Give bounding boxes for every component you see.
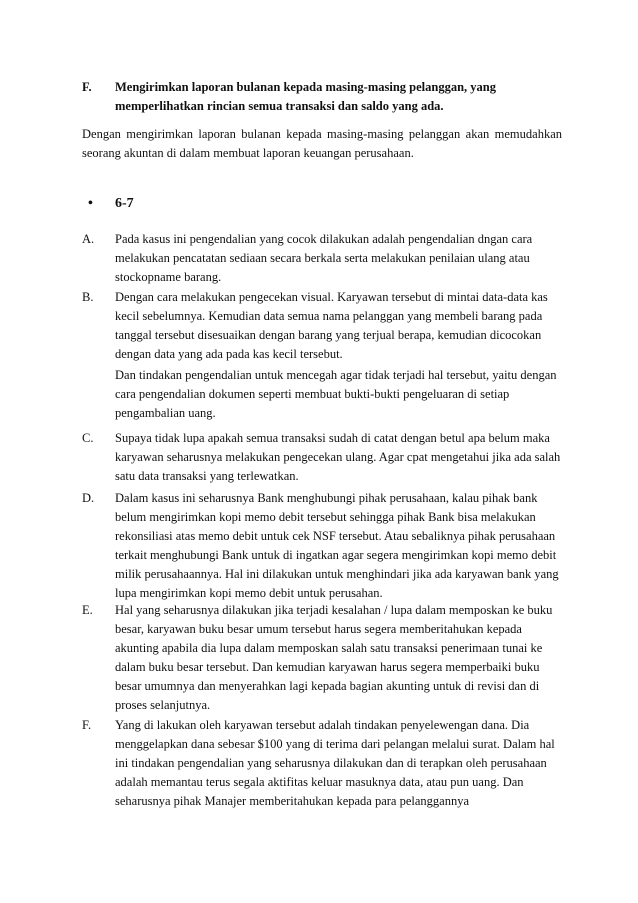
section-f-heading xyxy=(115,78,562,116)
section-f-paragraph-block xyxy=(82,125,562,163)
list-item-e xyxy=(82,601,562,715)
section-bullet xyxy=(82,196,134,212)
list-item-e-paragraph-1: Hal yang seharusnya dilakukan jika terjadi kesalahan / lupa dalam memposkan ke buku besar, karyawan buku besar umum tersebut harus segera memberitahukan kepada akunting apabila dia lupa dalam memposkan salah satu transaksi penerimaan tunai ke dalam buku besar tersebut. Dan kemudian karyawan harus segera memperbaiki buku besar umumnya dan menyerahkan lagi kepada bagian akunting untuk di revisi dan di proses selanjutnya. xyxy=(115,603,553,712)
section-f-heading-block xyxy=(82,78,562,116)
list-item-b-paragraph-1: Dengan cara melakukan pengecekan visual. Karyawan tersebut di mintai data-data kas kecil sebelumnya. Kemudian data semua nama pelanggan yang membeli barang pada tanggal tersebut disesuaikan dengan barang yang terjual berapa, kemudian dicocokan dengan data yang ada pada kas kecil tersebut. xyxy=(115,290,548,361)
list-marker-c: C. xyxy=(82,431,94,445)
list-item-f xyxy=(82,716,562,811)
list-item-a-paragraph-1: Pada kasus ini pengendalian yang cocok dilakukan adalah pengendalian dngan cara melakukan pencatatan sediaan secara berkala serta melakukan penilaian ulang atau stockopname barang. xyxy=(115,232,533,284)
list-marker-b: B. xyxy=(82,290,94,304)
list-marker-d: D. xyxy=(82,491,95,505)
list-item-b xyxy=(82,288,562,364)
bullet-dot-icon: • xyxy=(88,196,93,211)
list-item-d xyxy=(82,489,562,603)
bullet-label: 6-7 xyxy=(115,196,134,211)
list-item-b-cont xyxy=(82,366,562,423)
list-marker-f: F. xyxy=(82,718,92,732)
list-item-a xyxy=(82,230,562,287)
list-item-d-paragraph-1: Dalam kasus ini seharusnya Bank menghubungi pihak perusahaan, kalau pihak bank belum mengirimkan kopi memo debit tersebut sehingga pihak Bank bisa melakukan rekonsiliasi atas memo debit untuk cek NSF tersebut. Atau sebaliknya pihak perusahaan terkait menghubungi Bank untuk di ingatkan agar segera mengirimkan kopi memo debit milik perusahaannya. Hal ini dilakukan untuk menghindari jika ada karyawan bank yang lupa mengirimkan kopi memo debit untuk perusahan. xyxy=(115,491,559,600)
list-item-b-paragraph-2: Dan tindakan pengendalian untuk mencegah agar tidak terjadi hal tersebut, yaitu dengan cara pengendalian dokumen seperti membuat bukti-bukti pengeluaran di setiap pengambalian uang. xyxy=(115,368,557,420)
list-item-c-paragraph-1: Supaya tidak lupa apakah semua transaksi sudah di catat dengan betul apa belum maka karyawan seharusnya melakukan pengecekan ulang. Agar cpat mengetahui jika ada salah satu data transaksi yang terlewatkan. xyxy=(115,431,561,483)
section-f-heading-line-2: memperlihatkan rincian semua transaksi dan saldo yang ada. xyxy=(115,99,444,113)
list-marker-e: E. xyxy=(82,603,93,617)
list-marker-a: A. xyxy=(82,232,95,246)
section-f-paragraph: Dengan mengirimkan laporan bulanan kepada masing-masing pelanggan akan memudahkan seorang akuntan di dalam membuat laporan keuangan perusahaan. xyxy=(82,127,562,160)
section-f-heading-line-1: Mengirimkan laporan bulanan kepada masing-masing pelanggan, yang xyxy=(115,80,496,94)
list-item-f-paragraph-1: Yang di lakukan oleh karyawan tersebut adalah tindakan penyelewengan dana. Dia menggelapkan dana sebesar $100 yang di terima dari pelangan melalui surat. Dalam hal ini tindakan pengendalian yang seharusnya dilakukan dan di terapkan oleh perusahaan adalah memantau terus segala aktifitas keluar masuknya data, atau pun uang. Dan seharusnya pihak Manajer memberitahukan kepada para pelanggannya xyxy=(115,718,555,808)
list-item-c xyxy=(82,429,562,486)
section-f-marker: F. xyxy=(82,80,92,94)
